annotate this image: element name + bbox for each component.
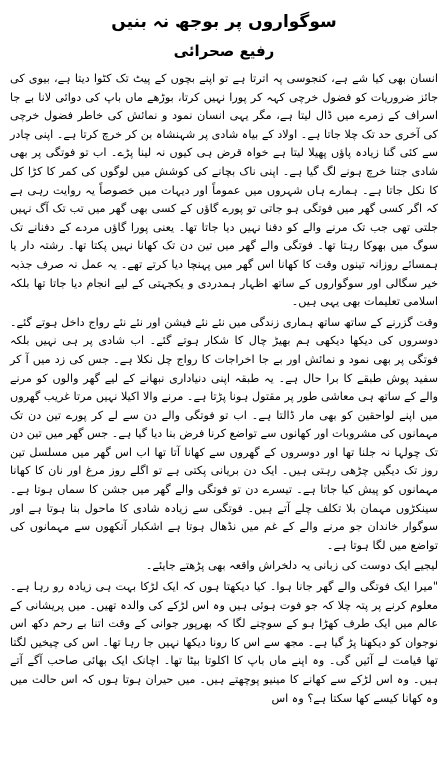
article-body	[10, 70, 438, 708]
article-author: رفیع صحرائی	[173, 42, 275, 60]
article-paragraph-2: وقت گزرنے کے ساتھ ساتھ ہماری زندگی میں نئے نئے فیشن اور نئے نئے رواج داخل ہوتے گئے۔ دوسروں کی دیکھا دیکھی ہم بھیڑ چال کا شکار ہوتے گئے۔ اب شادی پر ہی نہیں بلکہ فوتگی پر بھی نمود و نمائش اور بے جا اخراجات کا رواج چل نکلا ہے۔ جس کی زد میں آ کر سفید پوش طبقے کا برا حال ہے۔ یہ طبقہ اپنی دنیاداری نبھانے کے لیے گھر والوں کو مرنے والے کے ساتھ ہی معاشی طور پر مقتول ہونا پڑتا ہے۔ مرنے والا اکیلا نہیں مرتا غریب گھروں میں اپنے لواحقین کو بھی مار ڈالتا ہے۔ اب تو فوتگی والے دن سے لے کر پورے تین دن تک مہمانوں کی مشروبات اور کھانوں سے تواضع کرنا فرض بنا دیا گیا ہے۔ جس گھر میں تین دن تک چولہا نہ جلنا تھا اور دوسروں کے گھروں سے کھانا آتا تھا اب اس گھر میں مسلسل تین روز تک دیگیں چڑھی رہتی ہیں۔ ایک دن بریانی پکتی ہے تو اگلے روز مرغ اور نان کا کھانا مہمانوں کو پیش کیا جاتا ہے۔ تیسرے دن تو فوتگی والے گھر میں جشن کا سماں ہوتا ہے۔ سینکڑوں مہمان بلا تکلف چلے آتے ہیں۔ فوتگی سے زیادہ شادی کا ماحول بنا ہوتا ہے اور سوگوار خاندان جو مرنے والے کے غم میں نڈھال ہوتا ہے اشکبار آنکھوں سے مہمانوں کی تواضع میں لگا ہوتا ہے۔	[10, 315, 438, 552]
article-paragraph-4: "میرا ایک فوتگی والے گھر جانا ہوا۔ کیا دیکھتا ہوں کہ ایک لڑکا بہت ہی زیادہ رو رہا ہے۔ معلوم کرنے پر پتہ چلا کہ جو فوت ہوئی ہیں وہ اس لڑکے کی والدہ تھیں۔ میں پریشانی کے عالم میں ایک طرف کھڑا ہو کے سوچنے لگا کہ بھرپور جوانی کے وقت اتنا بے رحم دکھ اس نوجوان کو دیکھنا پڑ گیا ہے۔ مجھ سے اس کا رونا دیکھا نہیں جا رہا تھا۔ اس کی چیخیں لگتا تھا قیامت لے آئیں گی۔ وہ اپنے ماں باپ کا اکلوتا بیٹا تھا۔ اچانک ایک بھائی صاحب آگے آتے ہیں۔ وہ اس لڑکے سے کھانے کا مینیو پوچھتے ہیں۔ میں حیران ہوتا ہوں کہ اس حالت میں وہ کھانا کیسے کھا سکتا ہے؟ وہ اس	[10, 580, 438, 705]
article-title: سوگواروں پر بوجھ نہ بنیں	[111, 12, 337, 32]
article-paragraph-1: انسان بھی کیا شے ہے، کنجوسی پہ اترتا ہے تو اپنے بچوں کے پیٹ تک کٹوا دیتا ہے، بیوی کی جائز ضروریات کو فضول خرچی کہہ کر پورا نہیں کرتا، بوڑھے ماں باپ کی دوائی لانا بے جا اسراف کے زمرے میں ڈال لیتا ہے، مگر یہی انسان نمود و نمائش کی خاطر فضول خرچی کی آخری حد تک چلا جاتا ہے۔ اولاد کے بیاہ شادی پر شہنشاہ بن کر خرچ کرتا ہے۔ اپنی چادر سے کئی گنا زیادہ پاؤں پھیلا لیتا ہے خواہ قرض ہی کیوں نہ لینا پڑے۔ اب تو فوتگی پر بھی شادی جتنا خرچ ہونے لگ گیا ہے۔ اپنی ناک بچانے کی کوشش میں لوگوں کی کمر کا کڑا کل کا نکل جاتا ہے۔ ہمارے ہاں شہروں میں عموماً اور دیہات میں خصوصاً یہ روایت رہی ہے کہ اگر کسی گھر میں فوتگی ہو جاتی تو پورے گاؤں کے کسی بھی گھر میں تب تک آگ نہیں جلتی تھی جب تک مرنے والے کو دفنا نہیں دیا جاتا تھا۔ یعنی پورا گاؤں مردے کے دفنانے تک سوگ میں بھوکا رہتا تھا۔ فوتگی والے گھر میں تین دن تک کھانا نہیں پکتا تھا۔ رشتہ دار یا ہمسائے روزانہ تینوں وقت کا کھانا اس گھر میں پہنچا دیا کرتے تھے۔ یہ عمل نہ صرف جذبہ خیر سگالی اور سوگواروں کے ساتھ اظہار ہمدردی و یکجہتی کے لیے انجام دیا جاتا تھا بلکہ اسلامی تعلیمات بھی یہی ہیں۔	[10, 72, 438, 309]
article-paragraph-3: لیجیے ایک دوست کی زبانی یہ دلخراش واقعہ بھی پڑھتے جایئے۔	[145, 559, 438, 573]
